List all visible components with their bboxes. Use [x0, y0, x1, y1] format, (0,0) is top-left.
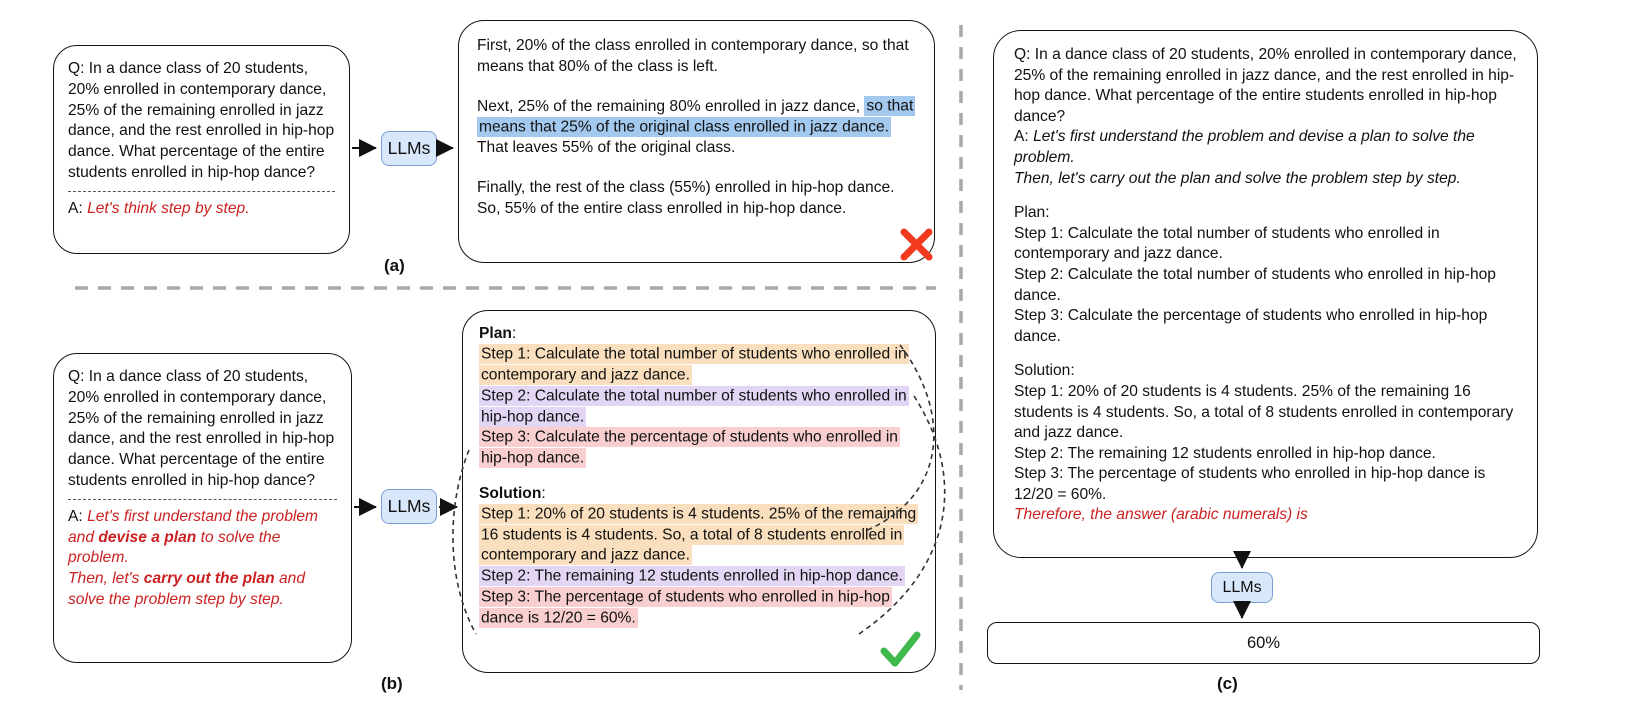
text-segment: devise a plan: [98, 528, 197, 546]
text-segment: Solution: [479, 484, 542, 502]
prompt-text: [1014, 45, 1517, 526]
text-segment: Finally, the rest of the class (55%) enrolled in hip-hop dance. So, 55% of the entire class enrolled in hip-hop dance.: [477, 178, 895, 217]
text-segment: A:: [1014, 128, 1034, 146]
text-segment: Step 3: Calculate the percentage of students who enrolled in hip-hop dance.: [481, 428, 898, 467]
text-segment: and solve the problem step by step.: [68, 570, 305, 608]
text-segment: A:: [68, 199, 88, 217]
paragraph: [1014, 306, 1517, 347]
text-segment: Step 2: Calculate the total number of students who enrolled in hip-hop dance.: [1014, 265, 1496, 304]
llm-output-text: [477, 36, 916, 220]
text-segment: A:: [68, 507, 88, 525]
paragraph: [1014, 265, 1517, 306]
paragraph: [1014, 464, 1517, 505]
paragraph: [68, 199, 335, 220]
line-gap: [479, 470, 919, 484]
llm-label: LLMs: [387, 496, 431, 516]
text-segment: Step 3: Calculate the percentage of students who enrolled in hip-hop dance.: [1014, 307, 1488, 345]
llm-node: [381, 131, 437, 166]
panel-c-prompt-box: [993, 30, 1538, 558]
paragraph: [1014, 169, 1517, 190]
text-segment: Step 2: Calculate the total number of students who enrolled in hip-hop dance.: [481, 387, 907, 426]
text-segment: carry out the plan: [143, 570, 275, 588]
text-segment: Plan:: [1014, 204, 1050, 222]
paragraph: [477, 36, 916, 78]
final-answer-text: 60%: [1246, 633, 1281, 652]
paragraph: [479, 504, 919, 566]
text-segment: Step 2: The remaining 12 students enrolled in hip-hop dance.: [481, 567, 903, 585]
llm-label: LLMs: [1222, 578, 1262, 596]
paragraph: [1014, 45, 1517, 127]
text-segment: Next, 25% of the remaining 80% enrolled in jazz dance,: [477, 97, 865, 115]
dashed-separator: [68, 499, 337, 500]
panel-a-output-box: [458, 20, 935, 263]
text-segment: :: [511, 325, 517, 342]
text-segment: to solve the problem.: [68, 528, 281, 567]
panel-b-output-box: [462, 310, 936, 673]
paragraph: [479, 324, 919, 345]
text-segment: Step 1: Calculate the total number of students who enrolled in contemporary and jazz dance.: [1014, 224, 1440, 263]
text-segment: Step 2: The remaining 12 students enrolled in hip-hop dance.: [1014, 444, 1436, 462]
question-text: Q: In a dance class of 20 students, 20% enrolled in contemporary dance, 25% of the remaining enrolled in jazz dance, and the rest enrolled in hip-hop dance. What percentage of the entire students enrolled in hip-hop dance?: [68, 60, 335, 181]
paragraph: [479, 428, 919, 470]
line-gap: [477, 159, 916, 178]
panel-c-label: (c): [1217, 674, 1238, 693]
llm-output-text: [479, 324, 919, 629]
text-segment: Therefore, the answer (arabic numerals) is: [1014, 506, 1308, 524]
panel-a-question-box: [53, 45, 350, 254]
text-segment: so that means that 25% of the original class enrolled in jazz dance.: [479, 97, 914, 136]
paragraph: [479, 345, 919, 387]
line-gap: [477, 78, 916, 97]
text-segment: Let's first understand the problem and devise a plan to solve the problem.: [1014, 128, 1475, 166]
text-segment: First, 20% of the class enrolled in contemporary dance, so that means that 80% of the class is left.: [477, 37, 909, 75]
paragraph: [479, 567, 919, 588]
llm-node: [1211, 572, 1273, 603]
text-segment: Step 3: The percentage of students who enrolled in hip-hop dance is 12/20 = 60%.: [1014, 465, 1486, 503]
paragraph: [1014, 127, 1517, 168]
answer-prompt-text: [68, 507, 337, 611]
text-segment: Then, let's: [68, 570, 144, 588]
llm-node: [381, 489, 437, 524]
paragraph: [1014, 505, 1517, 526]
paragraph: [477, 97, 916, 159]
text-segment: Let's think step by step.: [87, 199, 250, 217]
paragraph: [479, 588, 919, 630]
panel-b-question-box: [53, 353, 352, 663]
paragraph: [479, 484, 919, 505]
paragraph: [1014, 361, 1517, 382]
paragraph: [477, 178, 916, 220]
line-gap: [1014, 347, 1517, 361]
text-segment: Then, let's carry out the plan and solve the problem step by step.: [1014, 169, 1461, 187]
text-segment: Step 1: 20% of 20 students is 4 students. 25% of the remaining 16 students is 4 students. So, a total of 8 students enrolled in contemporary and jazz dance.: [481, 505, 917, 564]
paragraph: [1014, 444, 1517, 465]
panel-a-label: (a): [384, 256, 405, 275]
panel-c-answer-box: [987, 622, 1540, 664]
dashed-separator: [68, 191, 335, 192]
text-segment: Step 1: Calculate the total number of students who enrolled in contemporary and jazz dance.: [481, 345, 907, 384]
paragraph: [479, 386, 919, 428]
paragraph: [1014, 224, 1517, 265]
line-gap: [1014, 189, 1517, 203]
text-segment: That leaves 55% of the original class.: [477, 139, 736, 157]
paragraph: [1014, 203, 1517, 224]
answer-prompt-text: [68, 199, 335, 220]
text-segment: Q: In a dance class of 20 students, 20% enrolled in contemporary dance, 25% of the remaining enrolled in jazz dance, and the rest enrolled in hip-hop dance. What percentage of the entire students enrolled in hip-hop dance?: [1014, 46, 1517, 125]
paragraph: [68, 569, 337, 611]
paragraph: [1014, 382, 1517, 444]
panel-b-label: (b): [381, 674, 403, 693]
question-text: Q: In a dance class of 20 students, 20% enrolled in contemporary dance, 25% of the remaining enrolled in jazz dance, and the rest enrolled in hip-hop dance. What percentage of the entire students enrolled in hip-hop dance?: [68, 368, 335, 489]
llm-label: LLMs: [387, 138, 431, 158]
text-segment: Solution:: [1014, 362, 1075, 380]
text-segment: Plan: [479, 325, 512, 342]
text-segment: :: [541, 484, 546, 502]
paragraph: [68, 507, 337, 569]
text-segment: Step 3: The percentage of students who enrolled in hip-hop dance is 12/20 = 60%.: [481, 588, 890, 627]
text-segment: Step 1: 20% of 20 students is 4 students. 25% of the remaining 16 students is 4 students. So, a total of 8 students enrolled in contemporary and jazz dance.: [1014, 382, 1514, 442]
text-segment: Let's first understand the problem and: [68, 507, 319, 546]
